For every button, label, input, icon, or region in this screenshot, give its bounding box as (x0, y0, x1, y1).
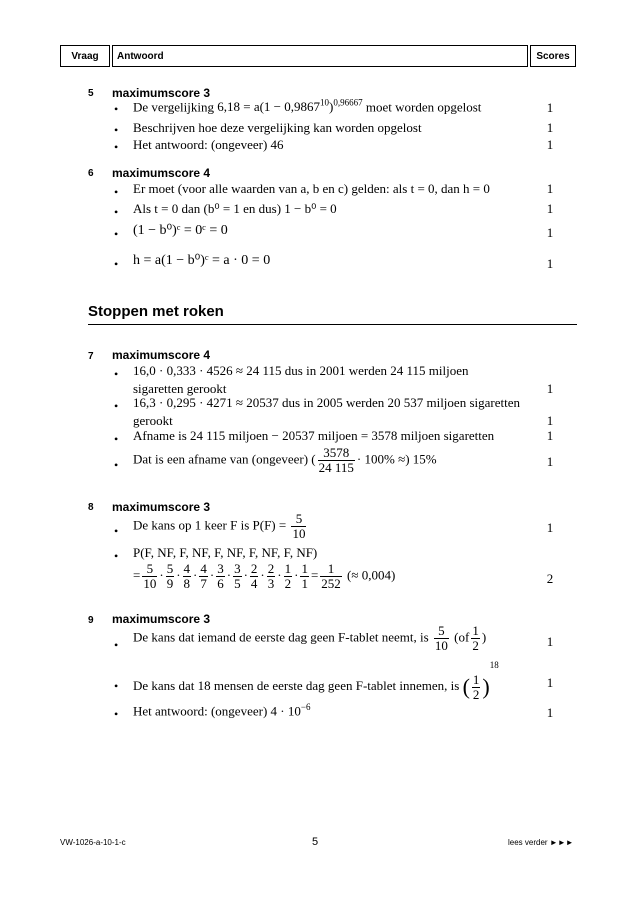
paren-left: ( (462, 674, 470, 700)
q8-result-fraction (320, 562, 342, 591)
q8-product-fraction-den: 9 (166, 576, 174, 591)
q8-product-fraction (284, 562, 293, 591)
q9-item-3-exp: −6 (300, 702, 311, 712)
section-title: Stoppen met roken (88, 303, 224, 320)
bullet: • (114, 458, 119, 472)
q5-number: 5 (88, 88, 94, 99)
q8-fraction (291, 512, 306, 541)
q5-item-1-formula (217, 99, 362, 114)
q8-approx: (≈ 0,004) (343, 567, 396, 583)
multiply-dot: · (209, 567, 215, 583)
q7-item-4-post: · 100% ≈) 15% (356, 451, 437, 467)
q9-fraction-2 (471, 624, 480, 653)
q8-title: maximumscore 3 (112, 500, 211, 514)
q9-frac3-num: 1 (472, 671, 480, 687)
q5-item-1-pre: De vergelijking (133, 99, 214, 115)
bullet: • (114, 679, 119, 693)
q9-item-1 (133, 624, 486, 653)
q6-number: 6 (88, 168, 94, 179)
multiply-dot: · (193, 567, 198, 583)
q6-score-4: 1 (546, 256, 554, 271)
multiply-dot: · (176, 567, 181, 583)
q7-frac-num: 3578 (318, 446, 355, 461)
q5-item-1-post: moet worden opgelost (365, 99, 482, 115)
q5-item-1 (133, 98, 481, 115)
q9-score-3: 1 (546, 705, 554, 720)
q8-product-fraction-num: 1 (284, 561, 292, 576)
q9-score-2: 1 (546, 675, 554, 690)
q8-product-fraction (216, 562, 225, 591)
q9-item-1-close: ) (481, 629, 487, 645)
q9-frac2-num: 1 (472, 623, 479, 638)
bullet: • (114, 524, 119, 538)
q5-score-3: 1 (546, 137, 554, 152)
q9-item-2 (133, 660, 499, 702)
q9-number: 9 (88, 615, 94, 626)
bullet: • (114, 185, 119, 199)
q9-frac1-num: 5 (434, 624, 449, 639)
q7-item-1-line2: sigaretten gerookt (133, 381, 227, 396)
q8-product-fraction (142, 562, 157, 591)
q5-formula-base: 6,18 = a(1 − 0,9867 (217, 99, 321, 115)
q8-product-fraction (233, 562, 242, 591)
q9-fraction-1 (434, 624, 449, 653)
q5-formula-mid: ) (329, 99, 334, 115)
q9-title: maximumscore 3 (112, 612, 211, 626)
bullet: • (114, 367, 119, 381)
q8-product-fraction-num: 2 (250, 561, 258, 576)
bullet: • (114, 399, 119, 413)
footer-next: lees verder ►►► (508, 838, 574, 847)
q9-item-2-pre: De kans dat 18 mensen de eerste dag geen F-tablet innemen, is (133, 678, 460, 693)
bullet: • (114, 432, 119, 446)
header-vraag (60, 45, 110, 67)
q7-item-2-line1: 16,3 · 0,295 · 4271 ≈ 20537 dus in 2005 werden 20 537 miljoen sigaretten (133, 395, 520, 410)
bullet: • (114, 123, 119, 137)
q7-item-4 (133, 446, 437, 475)
q8-product-fraction-num: 4 (200, 561, 207, 576)
header-scores-label: Scores (536, 50, 570, 62)
q9-item-1-pre: De kans dat iemand de eerste dag geen F-tablet neemt, is (133, 629, 429, 645)
q9-frac2-den: 2 (472, 638, 479, 653)
q9-item-3-base: 4 · 10 (270, 703, 301, 719)
q8-product-fraction-den: 5 (234, 576, 241, 591)
bullet: • (114, 102, 119, 116)
bullet: • (114, 549, 119, 563)
q8-number: 8 (88, 502, 94, 513)
q8-product-fraction-den: 7 (200, 576, 207, 591)
q5-exp1: 10 (320, 98, 330, 108)
q7-item-1-line1: 16,0 · 0,333 · 4526 ≈ 24 115 dus in 2001 werden 24 115 miljoen (133, 363, 469, 378)
q7-fraction (318, 446, 355, 475)
q8-product-fraction-num: 1 (301, 561, 308, 576)
bullet: • (114, 205, 119, 219)
multiply-dot: · (243, 567, 248, 583)
multiply-dot: · (159, 567, 164, 583)
footer-code: VW-1026-a-10-1-c (60, 838, 126, 847)
q5-score-2: 1 (546, 120, 554, 135)
q9-exp: 18 (489, 660, 499, 670)
q8-item-2-line1: P(F, NF, F, NF, F, NF, F, NF, F, NF) (133, 545, 318, 560)
header-vraag-label: Vraag (71, 50, 99, 62)
q6-item-2: Als t = 0 dan (b⁰ = 1 en dus) 1 − b⁰ = 0 (133, 201, 337, 216)
q6-title: maximumscore 4 (112, 166, 211, 180)
q8-product-fraction-num: 2 (267, 561, 275, 576)
header-antwoord-label: Antwoord (117, 50, 164, 62)
q8-product-fraction (267, 562, 276, 591)
q7-frac-den: 24 115 (318, 460, 354, 475)
q8-product-fraction-den: 8 (183, 576, 191, 591)
q8-product-fraction-num: 5 (142, 562, 157, 577)
q6-item-1: Er moet (voor alle waarden van a, b en c) gelden: als t = 0, dan h = 0 (133, 181, 490, 196)
q8-product-fraction (183, 562, 192, 591)
q8-item-1 (133, 512, 308, 541)
q6-score-3: 1 (546, 225, 554, 240)
q8-frac-num: 5 (291, 512, 306, 527)
paren-right: ) (482, 674, 490, 700)
q7-score-4: 1 (546, 454, 554, 469)
q8-product-fraction-den: 2 (284, 576, 292, 591)
bullet: • (114, 227, 119, 241)
q5-exp2: 0,96667 (333, 98, 363, 108)
q5-title: maximumscore 3 (112, 86, 211, 100)
q9-item-3 (133, 702, 310, 719)
q8-score-2: 2 (546, 571, 554, 586)
header-scores (530, 45, 576, 67)
q8-product-fraction-den: 6 (217, 576, 224, 591)
q5-score-1: 1 (546, 100, 554, 115)
multiply-dot: · (277, 567, 282, 583)
q7-title: maximumscore 4 (112, 348, 211, 362)
q8-frac-den: 10 (292, 526, 306, 541)
q8-product-fraction-num: 5 (166, 561, 174, 576)
bullet: • (114, 707, 119, 721)
q8-product-fraction-num: 3 (234, 561, 241, 576)
q7-item-3: Afname is 24 115 miljoen − 20537 miljoen = 3578 miljoen sigaretten (133, 428, 495, 443)
q8-product-fraction-den: 1 (301, 576, 308, 591)
footer-page-number: 5 (312, 836, 319, 848)
q5-item-2: Beschrijven hoe deze vergelijking kan worden opgelost (133, 120, 422, 135)
multiply-dot: · (260, 567, 265, 583)
q7-item-4-pre: Dat is een afname van (ongeveer) ( (133, 451, 316, 467)
q9-item-1-of: (of (454, 629, 470, 645)
q7-score-3: 1 (546, 428, 554, 443)
q6-item-3: (1 − b⁰)ᶜ = 0ᶜ = 0 (133, 223, 228, 238)
q9-frac3-den: 2 (472, 686, 480, 702)
bullet: • (114, 140, 119, 154)
q8-product-fraction-num: 4 (183, 561, 191, 576)
equals-sign: = (310, 567, 319, 583)
q8-product-fraction (300, 562, 309, 591)
q8-product-fraction (199, 562, 208, 591)
q8-item-1-pre: De kans op 1 keer F is P(F) = (133, 517, 287, 533)
multiply-dot: · (226, 567, 232, 583)
q8-score-1: 1 (546, 520, 554, 535)
q7-score-1: 1 (546, 381, 554, 396)
bullet: • (114, 257, 119, 271)
q6-score-1: 1 (546, 181, 554, 196)
q8-product-fraction-num: 3 (217, 561, 224, 576)
equals-sign: = (133, 567, 141, 583)
q8-product-fraction-den: 10 (143, 576, 157, 591)
q8-product-fraction (166, 562, 175, 591)
q8-result-fraction-den: 252 (321, 576, 341, 591)
q8-product-fraction (250, 562, 259, 591)
q9-fraction-3 (472, 673, 481, 702)
header-antwoord (112, 45, 528, 67)
q9-frac1-den: 10 (434, 638, 448, 653)
q6-score-2: 1 (546, 201, 554, 216)
section-rule (88, 324, 577, 325)
q8-product-fraction-den: 3 (267, 576, 275, 591)
q8-product-fraction-den: 4 (250, 576, 258, 591)
q6-item-4: h = a(1 − b⁰)ᶜ = a · 0 = 0 (133, 253, 271, 268)
q7-number: 7 (88, 351, 94, 362)
q7-item-2-line2: gerookt (133, 413, 173, 428)
q8-product (133, 562, 395, 591)
q9-item-3-pre: Het antwoord: (ongeveer) (133, 703, 268, 719)
q8-result-fraction-num: 1 (320, 562, 342, 577)
q9-score-1: 1 (546, 634, 554, 649)
multiply-dot: · (294, 567, 299, 583)
q5-item-3: Het antwoord: (ongeveer) 46 (133, 137, 284, 152)
bullet: • (114, 638, 119, 652)
q7-score-2: 1 (546, 413, 554, 428)
